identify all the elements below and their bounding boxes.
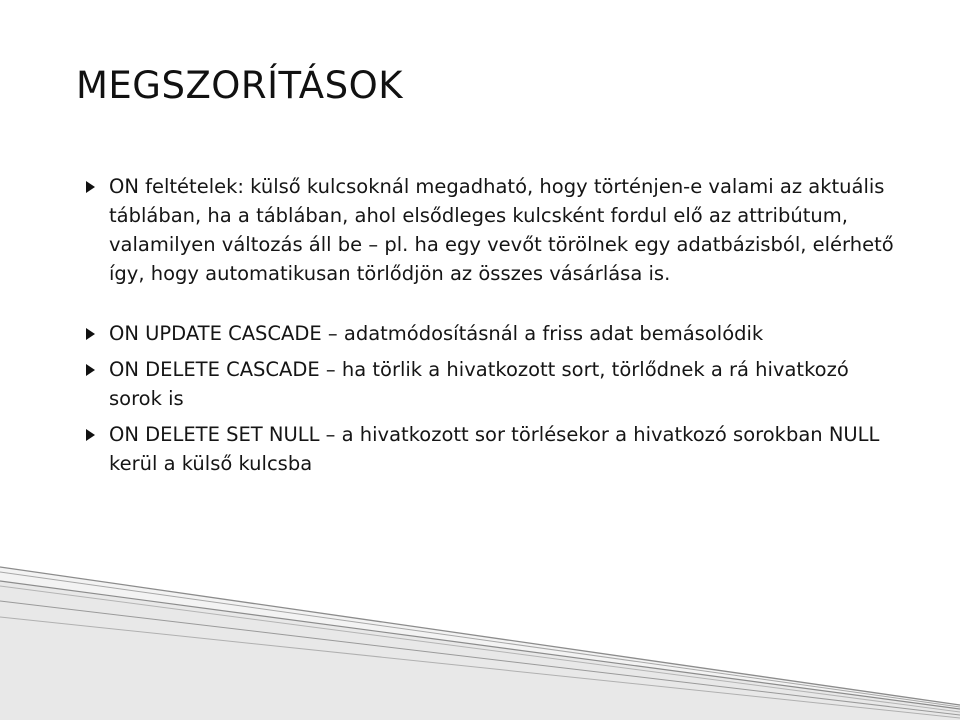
bullet-text: ON DELETE SET NULL – a hivatkozott sor törlésekor a hivatkozó sorokban NULL kerül a külső kulcsba <box>109 423 880 475</box>
bullet-item-on-delete-cascade <box>84 355 894 413</box>
bullet-text: ON feltételek: külső kulcsoknál megadható, hogy történjen-e valami az aktuális táblában, ha a táblában, ahol elsődleges kulcsként fordul elő az attribútum, valamilyen változás áll be – pl. ha egy vevőt törölnek egy adatbázisból, elérhető így, hogy automatikusan törlődjön az összes vásárlása is. <box>109 175 894 285</box>
bullet-text: ON DELETE CASCADE – ha törlik a hivatkozott sort, törlődnek a rá hivatkozó sorok is <box>109 358 849 410</box>
slide-title: MEGSZORÍTÁSOK <box>76 64 403 107</box>
decor-fill-mid <box>0 581 960 720</box>
bullet-item-on-delete-set-null <box>84 420 894 478</box>
triangle-right-icon <box>86 364 95 376</box>
triangle-right-icon <box>86 429 95 441</box>
bullet-list <box>84 172 894 478</box>
triangle-right-icon <box>86 328 95 340</box>
bullet-text: ON UPDATE CASCADE – adatmódosításnál a friss adat bemásolódik <box>109 322 764 345</box>
triangle-right-icon <box>86 181 95 193</box>
bullet-item-on-conditions <box>84 172 894 288</box>
decorative-swoosh <box>0 555 960 720</box>
bullet-item-on-update-cascade <box>84 319 894 348</box>
